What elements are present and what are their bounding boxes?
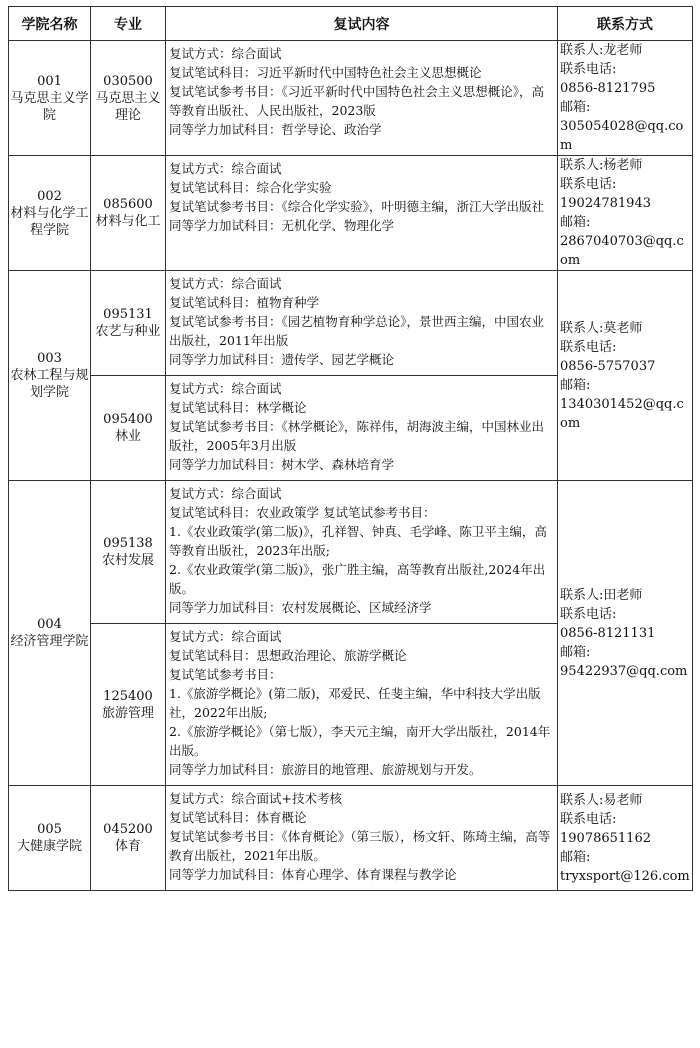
major-cell (91, 271, 166, 376)
contact-phone: 19024781943 (560, 196, 651, 211)
contact-phone: 0856-8121795 (560, 81, 656, 96)
contact-phone-label: 联系电话: (560, 606, 617, 622)
college-name: 农林工程与规划学院 (10, 368, 89, 400)
contact-cell (558, 481, 693, 786)
content-line: 2.《旅游学概论》（第七版），李天元主编，南开大学出版社，2014年出版。 (169, 724, 551, 758)
contact-person: 联系人:莫老师 (560, 320, 643, 336)
content-line: 同等学力加试科目：哲学导论、政治学 (169, 122, 382, 137)
contact-phone-label: 联系电话: (560, 339, 617, 355)
table-row (9, 41, 693, 156)
header-college: 学院名称 (9, 7, 91, 41)
college-code: 001 (37, 73, 62, 89)
contact-person: 联系人:田老师 (560, 587, 643, 603)
college-cell (9, 41, 91, 156)
college-name: 经济管理学院 (10, 634, 89, 649)
content-line: 复试笔试参考书目：《林学概论》，陈祥伟，胡海波主编，中国林业出版社，2005年3月出版 (169, 419, 545, 453)
content-cell (166, 624, 558, 786)
major-cell (91, 624, 166, 786)
contact-phone: 0856-8121131 (560, 625, 656, 641)
content-line: 复试笔试科目：体育概论 (169, 810, 307, 825)
content-line: 同等学力加试科目：无机化学、物理化学 (169, 218, 395, 233)
contact-phone-label: 联系电话: (560, 177, 617, 192)
contact-phone-label: 联系电话: (560, 62, 617, 77)
content-line: 复试笔试参考书目：《习近平新时代中国特色社会主义思想概论》，高等教育出版社、人民出版社，2023版 (169, 84, 545, 118)
college-code: 003 (37, 351, 62, 366)
contact-cell (558, 786, 693, 891)
content-line: 复试笔试科目：林学概论 (169, 400, 307, 415)
contact-email-label: 邮箱: (560, 100, 591, 115)
contact-email: 2867040703@qq.com (560, 234, 684, 268)
contact-email-label: 邮箱: (560, 849, 591, 865)
content-line: 2.《农业政策学(第二版)》，张广胜主编，高等教育出版社,2024年出版。 (169, 562, 546, 596)
major-cell (91, 41, 166, 156)
college-cell (9, 156, 91, 271)
major-code: 085600 (103, 197, 153, 212)
content-line: 复试笔试参考书目：《综合化学实验》，叶明德主编，浙江大学出版社 (169, 199, 545, 214)
content-line: 复试方式：综合面试+技术考核 (169, 791, 342, 806)
content-line: 复试笔试参考书目：《体育概论》（第三版），杨文轩、陈琦主编，高等教育出版社，2021年出版。 (169, 829, 551, 863)
content-line: 同等学力加试科目：农村发展概论、区域经济学 (169, 600, 432, 615)
major-name: 农村发展 (101, 553, 154, 568)
content-line: 复试方式：综合面试 (169, 276, 282, 291)
major-name: 旅游管理 (101, 705, 154, 721)
content-cell (166, 271, 558, 376)
contact-cell (558, 41, 693, 156)
header-content: 复试内容 (166, 7, 558, 41)
table-row (9, 786, 693, 891)
header-contact: 联系方式 (558, 7, 693, 41)
major-code: 095138 (103, 536, 153, 551)
content-line: 复试方式：综合面试 (169, 46, 282, 61)
major-name: 农艺与种业 (95, 324, 161, 339)
contact-person: 联系人:龙老师 (560, 43, 643, 58)
content-line: 复试笔试科目：农业政策学 复试笔试参考书目： (169, 505, 436, 520)
content-line: 复试笔试科目：综合化学实验 (169, 180, 332, 195)
college-name: 材料与化学工程学院 (10, 205, 89, 238)
contact-email: 95422937@qq.com (560, 663, 688, 679)
major-code: 045200 (103, 822, 153, 837)
contact-cell (558, 156, 693, 271)
major-cell (91, 156, 166, 271)
contact-person: 联系人:易老师 (560, 792, 643, 808)
table-row (9, 481, 693, 624)
college-code: 005 (37, 822, 62, 837)
college-cell (9, 786, 91, 891)
contact-cell (558, 271, 693, 481)
contact-email: 305054028@qq.com (560, 119, 684, 153)
contact-phone-label: 联系电话: (560, 811, 617, 827)
content-line: 复试笔试科目：思想政治理论、旅游学概论 (169, 648, 407, 663)
contact-email: 1340301452@qq.com (560, 396, 684, 431)
contact-phone: 0856-5757037 (560, 358, 656, 374)
college-name: 马克思主义学院 (10, 90, 89, 123)
content-cell (166, 376, 558, 481)
major-code: 095400 (103, 412, 153, 427)
major-name: 材料与化工 (95, 214, 161, 229)
major-code: 095131 (103, 307, 153, 322)
college-cell (9, 481, 91, 786)
content-line: 复试方式：综合面试 (169, 161, 282, 176)
content-line: 复试方式：综合面试 (169, 381, 282, 396)
major-cell (91, 376, 166, 481)
content-line: 同等学力加试科目：树木学、森林培育学 (169, 457, 395, 472)
content-line: 复试笔试参考书目： (169, 667, 282, 682)
content-line: 1.《旅游学概论》(第二版)，邓爱民、任斐主编，华中科技大学出版社，2022年出版; (169, 686, 541, 720)
content-line: 同等学力加试科目：旅游目的地管理、旅游规划与开发。 (169, 762, 482, 777)
header-major: 专业 (91, 7, 166, 41)
content-line: 复试笔试科目：习近平新时代中国特色社会主义思想概论 (169, 65, 482, 80)
table-row (9, 271, 693, 376)
content-line: 同等学力加试科目：遗传学、园艺学概论 (169, 352, 395, 367)
college-code: 002 (37, 188, 62, 204)
content-cell (166, 41, 558, 156)
major-name: 体育 (114, 839, 141, 854)
contact-phone: 19078651162 (560, 830, 651, 846)
major-code: 125400 (103, 688, 153, 704)
content-line: 复试笔试科目：植物育种学 (169, 295, 320, 310)
contact-email-label: 邮箱: (560, 215, 591, 230)
college-name: 大健康学院 (16, 839, 82, 854)
major-name: 马克思主义理论 (95, 90, 161, 123)
contact-email-label: 邮箱: (560, 377, 591, 393)
retest-table (8, 6, 693, 891)
contact-email-label: 邮箱: (560, 644, 591, 660)
content-cell (166, 156, 558, 271)
content-line: 复试笔试参考书目：《园艺植物育种学总论》，景世西主编，中国农业出版社，2011年出版 (169, 314, 545, 348)
major-cell (91, 786, 166, 891)
content-line: 复试方式：综合面试 (169, 629, 282, 644)
major-cell (91, 481, 166, 624)
contact-person: 联系人:杨老师 (560, 158, 643, 173)
content-line: 1.《农业政策学(第二版)》，孔祥智、钟真、毛学峰、陈卫平主编，高等教育出版社，2023年出版; (169, 524, 547, 558)
table-row (9, 156, 693, 271)
content-line: 同等学力加试科目：体育心理学、体育课程与教学论 (169, 867, 457, 882)
college-code: 004 (37, 617, 62, 632)
content-line: 复试方式：综合面试 (169, 486, 282, 501)
content-cell (166, 786, 558, 891)
major-code: 030500 (103, 73, 153, 89)
table-header-row (9, 7, 693, 41)
content-cell (166, 481, 558, 624)
college-cell (9, 271, 91, 481)
contact-email: tryxsport@126.com (560, 868, 690, 884)
major-name: 林业 (114, 429, 141, 444)
